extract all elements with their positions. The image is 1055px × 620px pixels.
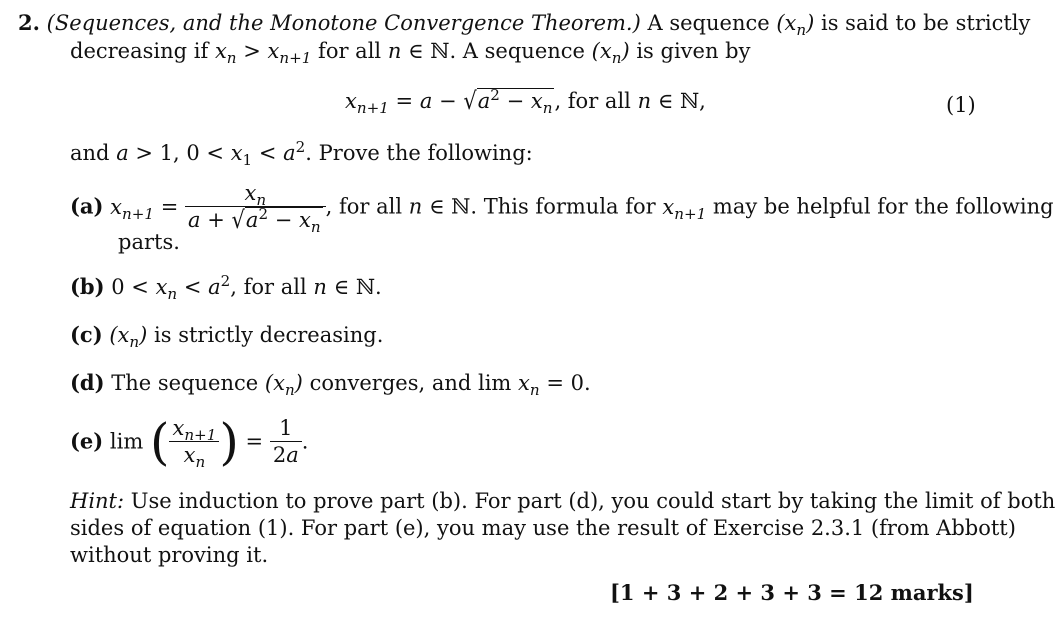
eq-text: , for all: [554, 89, 631, 113]
part-a-n-in-N: n ∈ ℕ: [408, 194, 471, 219]
part-b: [70, 272, 382, 304]
math-xn: $(x_n)$: [776, 11, 815, 40]
right-paren: ): [219, 412, 239, 471]
part-e-period: .: [301, 429, 309, 454]
math-n-in-N: n ∈ ℕ: [387, 39, 450, 63]
math-xn-seq: $(x_n)$: [591, 39, 630, 68]
part-b-math: $0 < x_n < a^2$: [111, 272, 231, 304]
intro-text-5: . A sequence: [449, 39, 585, 63]
part-e-lim: lim: [109, 429, 144, 454]
part-c-label: (c): [70, 322, 103, 347]
part-e-equals: =: [245, 429, 264, 454]
part-c: [70, 322, 384, 352]
part-a-text-3: may be helpful for the following: [712, 194, 1054, 219]
part-a-lhs: $x_{n+1}$ =: [110, 194, 179, 223]
intro-text-4: for all: [318, 39, 382, 63]
part-e-ratio: $\frac{x_{n+1}}{x_n}$: [169, 415, 219, 469]
eq-lhs: $x_{n+1} = a - √a^2 - x_n$: [345, 86, 553, 118]
part-d-text-2: converges, and: [309, 371, 472, 395]
part-a-text-2: . This formula for: [470, 194, 656, 219]
part-d: [70, 370, 591, 400]
equation-1: [345, 86, 706, 118]
hint-text-1: Use induction to prove part (b). For part (d), you could start by taking the limit of both: [130, 489, 1055, 513]
math-decreasing: $x_n > x_{n+1}$: [214, 39, 312, 68]
part-c-text: is strictly decreasing.: [154, 323, 384, 347]
part-a-text-4: parts.: [118, 230, 180, 254]
part-b-text: , for all: [230, 275, 307, 299]
part-a-label: (a): [70, 193, 104, 219]
definition-line: [70, 38, 751, 68]
prove-text: . Prove the following:: [305, 141, 533, 165]
intro-text-2: is said to be strictly: [821, 11, 1031, 35]
conditions-line: [70, 138, 533, 170]
math-conditions: a > 1, $0 < x_1 < a^2$: [116, 138, 306, 170]
part-d-label: (d): [70, 370, 105, 395]
part-a-xn1: $x_{n+1}$: [662, 194, 707, 223]
problem-number: 2.: [18, 10, 40, 35]
part-b-n-in-N: n ∈ ℕ.: [313, 275, 382, 299]
part-d-limit: $\lim x_n = 0$.: [478, 371, 591, 400]
intro-text-6: is given by: [636, 39, 751, 63]
part-d-text-1: The sequence: [111, 371, 259, 395]
hint-line-3: without proving it.: [70, 543, 269, 567]
part-c-math: $(x_n)$: [109, 323, 148, 352]
part-a-fraction: $\frac{x_n}{a + √a^2 - x_n}$: [185, 180, 326, 234]
hint-line-2: sides of equation (1). For part (e), you may use the result of Exercise 2.3.1 (from Abbott): [70, 516, 1016, 540]
problem-header: [18, 10, 1031, 40]
eq-n-in-N: n ∈ ℕ,: [637, 89, 706, 113]
intro-text-3: decreasing if: [70, 39, 209, 63]
part-e-label: (e): [70, 428, 104, 454]
part-d-seq: $(x_n)$: [264, 371, 303, 400]
hint-label: Hint:: [70, 489, 125, 513]
problem-title: (Sequences, and the Monotone Convergence Theorem.): [46, 11, 641, 35]
part-a-text-1: , for all: [325, 194, 403, 219]
part-a: [70, 180, 1054, 237]
intro-text-1: A sequence: [647, 11, 770, 35]
left-paren: (: [149, 412, 170, 471]
hint-line-1: [70, 488, 1055, 514]
and-text: and: [70, 141, 110, 165]
part-b-label: (b): [70, 274, 105, 299]
part-e-result: $\frac{1}{2a}$: [270, 415, 302, 469]
marks: [1 + 3 + 2 + 3 + 3 = 12 marks]: [610, 580, 974, 605]
part-e: [70, 412, 309, 472]
equation-label: (1): [946, 93, 976, 117]
